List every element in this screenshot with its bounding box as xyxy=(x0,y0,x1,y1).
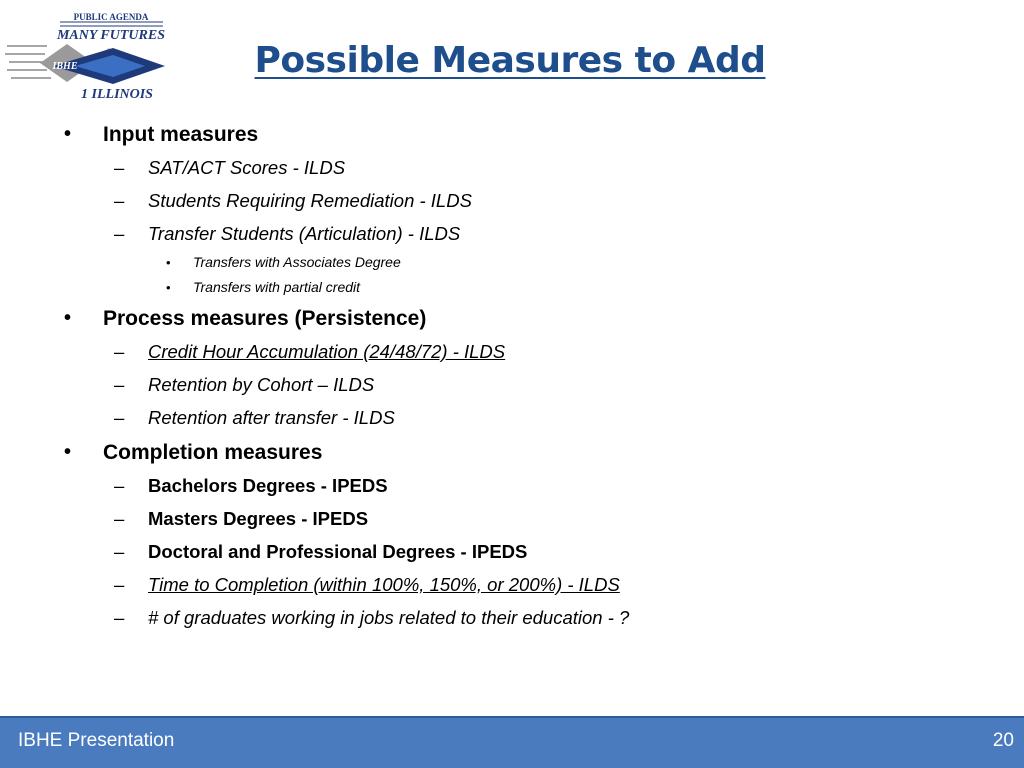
bullet-dash-icon: – xyxy=(114,508,125,529)
list-item-text: Students Requiring Remediation - ILDS xyxy=(148,190,472,211)
bullet-list xyxy=(64,116,964,634)
list-item-text: Retention after transfer - ILDS xyxy=(148,407,395,428)
logo-line3: 1 ILLINOIS xyxy=(81,87,153,102)
footer-presentation-label: IBHE Presentation xyxy=(18,730,175,751)
bullet-dash-icon: – xyxy=(114,607,125,628)
bullet-dot-icon: • xyxy=(64,307,72,329)
list-item xyxy=(64,335,964,368)
slide-title: Possible Measures to Add xyxy=(254,40,766,81)
bullet-dash-icon: – xyxy=(114,541,125,562)
bullet-dot-icon: • xyxy=(64,441,72,463)
section-heading xyxy=(64,118,964,151)
list-item-text: Bachelors Degrees - IPEDS xyxy=(148,475,388,496)
list-item-text: Transfer Students (Articulation) - ILDS xyxy=(148,223,461,244)
section-heading-text: Input measures xyxy=(103,123,259,146)
list-item-text: Credit Hour Accumulation (24/48/72) - ILDS xyxy=(148,341,506,362)
list-item xyxy=(64,502,964,535)
list-item xyxy=(64,568,964,601)
section-heading-text: Process measures (Persistence) xyxy=(103,307,427,330)
list-item xyxy=(64,601,964,634)
sub-list-item xyxy=(64,275,964,300)
list-item xyxy=(64,184,964,217)
bullet-small-dot-icon: • xyxy=(166,280,171,295)
list-item xyxy=(64,469,964,502)
list-item-text: SAT/ACT Scores - ILDS xyxy=(148,157,346,178)
bullet-dash-icon: – xyxy=(114,475,125,496)
logo-line1: PUBLIC AGENDA xyxy=(73,12,149,22)
bullet-dash-icon: – xyxy=(114,157,125,178)
list-item xyxy=(64,368,964,401)
sub-list-item-text: Transfers with partial credit xyxy=(193,279,361,295)
list-item xyxy=(64,401,964,434)
section-heading xyxy=(64,436,964,469)
bullet-dot-icon: • xyxy=(64,123,72,145)
logo-line2: MANY FUTURES xyxy=(56,28,166,43)
bullet-small-dot-icon: • xyxy=(166,255,171,270)
bullet-dash-icon: – xyxy=(114,190,125,211)
sub-list-item-text: Transfers with Associates Degree xyxy=(193,254,401,270)
bullet-dash-icon: – xyxy=(114,341,125,362)
list-item xyxy=(64,217,964,250)
logo-badge: IBHE xyxy=(52,61,78,72)
list-item-text: Retention by Cohort – ILDS xyxy=(148,374,375,395)
list-item-text: Time to Completion (within 100%, 150%, or 200%) - ILDS xyxy=(148,574,620,595)
section-heading-text: Completion measures xyxy=(103,441,323,464)
list-item xyxy=(64,535,964,568)
slide-number: 20 xyxy=(992,730,1014,751)
bullet-dash-icon: – xyxy=(114,374,125,395)
bullet-dash-icon: – xyxy=(114,223,125,244)
list-item-text: # of graduates working in jobs related to their education - ? xyxy=(148,607,630,628)
list-item-text: Masters Degrees - IPEDS xyxy=(148,508,369,529)
footer-bar xyxy=(0,716,1024,768)
list-item xyxy=(64,151,964,184)
list-item-text: Doctoral and Professional Degrees - IPEDS xyxy=(148,541,528,562)
bullet-dash-icon: – xyxy=(114,574,125,595)
public-agenda-ibhe-logo xyxy=(5,8,175,103)
section-heading xyxy=(64,302,964,335)
sub-list-item xyxy=(64,250,964,275)
bullet-dash-icon: – xyxy=(114,407,125,428)
